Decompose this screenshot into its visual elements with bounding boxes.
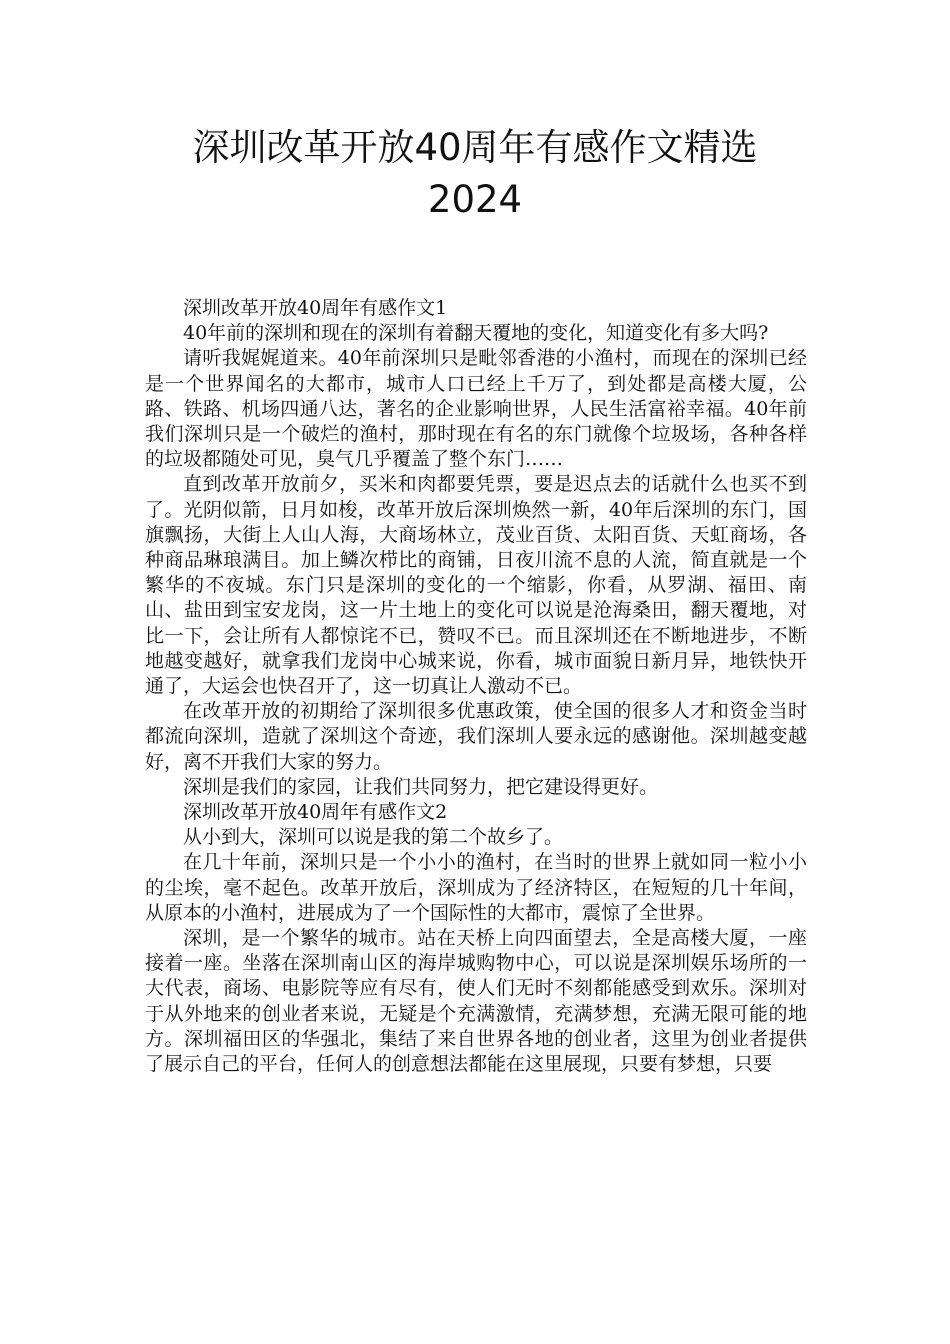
essay-heading-2: 深圳改革开放40周年有感作文2 [183,801,448,824]
document-title-line-1: 深圳改革开放40周年有感作文精选 [192,126,758,169]
document-body [145,296,807,1077]
paragraph: 深圳，是一个繁华的城市。站在天桥上向四面望去，全是高楼大厦，一座接着一座。坐落在深圳南山区的海岸城购物中心，可以说是深圳娱乐场所的一大代表，商场、电影院等应有尽有，使人们无时不刻都能感受到欢乐。深圳对于从外地来的创业者来说，无疑是个充满激情，充满梦想，充满无限可能的地方。深圳福田区的华强北，集结了来自世界各地的创业者，这里为创业者提供了展示自己的平台，任何人的创意想法都能在这里展现，只要有梦想，只要 [145,927,807,1076]
document-title-line-2: 2024 [427,178,523,221]
paragraph: 直到改革开放前夕，买米和肉都要凭票，要是迟点去的话就什么也买不到了。光阴似箭，日月如梭，改革开放后深圳焕然一新，40年后深圳的东门，国旗飘扬，大街上人山人海，大商场林立，茂业百货、太阳百货、天虹商场，各种商品琳琅满目。加上鳞次栉比的商铺，日夜川流不息的人流，简直就是一个繁华的不夜城。东门只是深圳的变化的一个缩影，你看，从罗湖、福田、南山、盐田到宝安龙岗，这一片土地上的变化可以说是沧海桑田，翻天覆地，对比一下，会让所有人都惊诧不已，赞叹不已。而且深圳还在不断地进步，不断地越变越好，就拿我们龙岗中心城来说，你看，城市面貌日新月异，地铁快开通了，大运会也快召开了，这一切真让人激动不已。 [145,473,807,698]
paragraph: 在几十年前，深圳只是一个小小的渔村，在当时的世界上就如同一粒小小的尘埃，毫不起色。改革开放后，深圳成为了经济特区，在短短的几十年间，从原本的小渔村，进展成为了一个国际性的大都市，震惊了全世界。 [145,851,807,924]
paragraph: 从小到大，深圳可以说是我的第二个故乡了。 [183,826,564,849]
paragraph: 在改革开放的初期给了深圳很多优惠政策，使全国的很多人才和资金当时都流向深圳，造就了深圳这个奇迹，我们深圳人要永远的感谢他。深圳越变越好，离不开我们大家的努力。 [145,700,807,773]
paragraph: 40年前的深圳和现在的深圳有着翻天覆地的变化，知道变化有多大吗? [183,322,769,345]
paragraph: 请听我娓娓道来。40年前深圳只是毗邻香港的小渔村，而现在的深圳已经是一个世界闻名的大都市，城市人口已经上千万了，到处都是高楼大厦，公路、铁路、机场四通八达，著名的企业影响世界，人民生活富裕幸福。40年前我们深圳只是一个破烂的渔村，那时现在有名的东门就像个垃圾场，各种各样的垃圾都随处可见，臭气几乎覆盖了整个东门…… [145,347,807,471]
document-title [120,122,830,226]
essay-heading-1: 深圳改革开放40周年有感作文1 [183,297,448,319]
paragraph: 深圳是我们的家园，让我们共同努力，把它建设得更好。 [183,775,659,798]
